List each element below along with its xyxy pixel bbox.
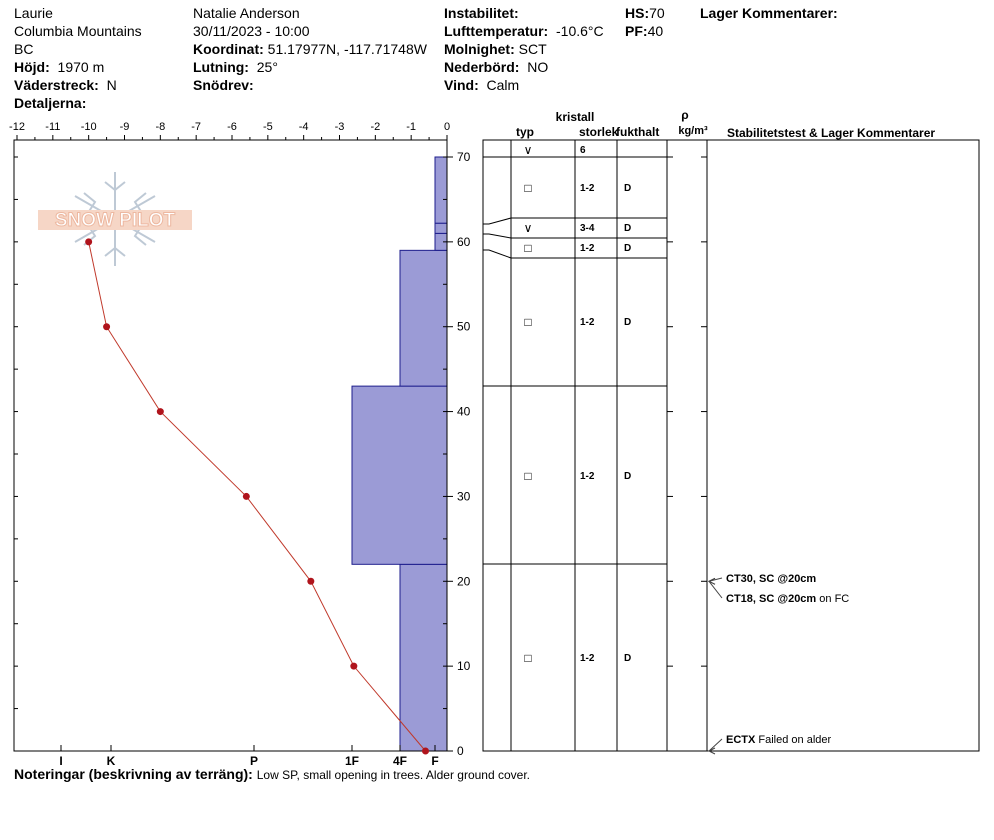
x-tick-label: -4 bbox=[298, 121, 309, 133]
hardness-tick-label: K bbox=[106, 754, 116, 768]
coord-value: 51.17977N, -117.71748W bbox=[267, 41, 427, 57]
sky-value: SCT bbox=[518, 41, 547, 57]
y-tick-label: 40 bbox=[457, 404, 471, 419]
rho-header: ρ bbox=[681, 108, 689, 122]
table-frame bbox=[483, 140, 979, 751]
precip-row: Nederbörd: NO bbox=[444, 59, 549, 75]
x-tick-label: -9 bbox=[119, 121, 130, 133]
hardness-bar bbox=[352, 386, 447, 564]
y-tick-label: 20 bbox=[457, 574, 471, 589]
test-pointer bbox=[709, 581, 722, 598]
mountain-range: Columbia Mountains bbox=[14, 23, 142, 39]
hardness-tick-label: 4F bbox=[392, 754, 408, 768]
grain-type: □ bbox=[524, 241, 532, 255]
moisture-value: D bbox=[624, 183, 632, 194]
test-result: CT18, SC @20cm bbox=[726, 593, 817, 605]
hardness-tick-label: I bbox=[59, 754, 63, 768]
moisture-value: D bbox=[624, 243, 632, 254]
test-result: ECTX bbox=[726, 734, 756, 746]
hs-value: 70 bbox=[649, 5, 665, 21]
temperature-point bbox=[350, 663, 357, 670]
x-tick-label: -10 bbox=[80, 121, 97, 133]
grain-type: □ bbox=[524, 651, 532, 665]
x-tick-label: -8 bbox=[155, 121, 166, 133]
aspect-value: N bbox=[106, 77, 117, 93]
instability-row: Instabilitet: bbox=[444, 5, 519, 21]
wind-row: Vind: Calm bbox=[444, 77, 520, 93]
hardness-bars bbox=[352, 157, 447, 751]
x-tick-label: -12 bbox=[9, 121, 25, 133]
hardness-bar bbox=[435, 223, 447, 233]
slope-value: 25° bbox=[256, 59, 278, 75]
test-pointer bbox=[709, 739, 722, 751]
hardness-tick-label: F bbox=[431, 754, 439, 768]
elevation-row: Höjd: 1970 m bbox=[14, 59, 105, 75]
snowpilot-logo bbox=[38, 172, 192, 266]
test-comment: Failed on alder bbox=[755, 734, 832, 746]
moisture-value: D bbox=[624, 471, 632, 482]
y-tick-label: 30 bbox=[457, 489, 471, 504]
grain-type: ∨ bbox=[523, 143, 533, 157]
drift-row: Snödrev: bbox=[193, 77, 254, 93]
pf-value: 40 bbox=[647, 23, 664, 39]
grain-size: 1-2 bbox=[580, 183, 595, 194]
x-tick-label: -6 bbox=[227, 121, 237, 133]
elevation-value: 1970 m bbox=[57, 59, 105, 75]
x-tick-label: -11 bbox=[45, 121, 61, 133]
author-name: Natalie Anderson bbox=[193, 5, 300, 21]
layer-connector bbox=[483, 218, 511, 224]
temperature-point bbox=[85, 238, 92, 245]
precip-value: NO bbox=[527, 59, 549, 75]
x-tick-label: 0 bbox=[443, 121, 451, 133]
moisture-value: D bbox=[624, 653, 632, 664]
hardness-bar bbox=[400, 564, 447, 751]
x-tick-label: -1 bbox=[406, 121, 417, 133]
x-tick-label: -2 bbox=[370, 121, 381, 133]
hardness-tick-label: P bbox=[249, 754, 259, 768]
grain-size: 1-2 bbox=[580, 471, 595, 482]
logo-text: SNOW PILOT bbox=[54, 210, 176, 231]
grain-size: 3-4 bbox=[580, 223, 595, 234]
grain-size: 6 bbox=[580, 145, 586, 156]
grain-size: 1-2 bbox=[580, 653, 595, 664]
region: BC bbox=[14, 41, 34, 57]
notes-label: Noteringar (beskrivning av terräng): bbox=[14, 766, 253, 782]
type-header: typ bbox=[516, 125, 534, 139]
layer-connector bbox=[483, 250, 511, 258]
hardness-tick-label: 1F bbox=[344, 754, 360, 768]
stability-test bbox=[726, 593, 849, 605]
x-tick-label: -3 bbox=[334, 121, 345, 133]
stability-tests bbox=[709, 573, 849, 754]
terrain-notes bbox=[14, 766, 530, 782]
density-unit-header: kg/m³ bbox=[678, 125, 708, 137]
hs-row: HS:70 bbox=[625, 5, 665, 21]
moisture-value: D bbox=[624, 317, 632, 328]
y-tick-label: 70 bbox=[457, 150, 471, 164]
grain-type: □ bbox=[524, 469, 532, 483]
x-tick-label: -7 bbox=[191, 121, 202, 133]
pf-row: PF:40 bbox=[625, 23, 664, 39]
hardness-bar bbox=[400, 250, 447, 386]
airtemp-row: Lufttemperatur: -10.6°C bbox=[444, 23, 604, 39]
wind-value: Calm bbox=[486, 77, 520, 93]
test-comment: on FC bbox=[816, 593, 850, 605]
test-result: CT30, SC @20cm bbox=[726, 573, 817, 585]
temperature-point bbox=[157, 408, 164, 415]
crystal-header: kristall bbox=[555, 110, 595, 124]
layer-table bbox=[483, 140, 979, 751]
size-header: storlek bbox=[579, 125, 619, 139]
stability-test bbox=[726, 573, 816, 585]
grain-size: 1-2 bbox=[580, 243, 595, 254]
y-tick-label: 50 bbox=[457, 319, 471, 334]
temperature-point bbox=[103, 323, 110, 330]
sky-row: Molnighet: SCT bbox=[444, 41, 547, 57]
aspect-row: Väderstreck: N bbox=[14, 77, 117, 93]
date-time: 30/11/2023 - 10:00 bbox=[193, 23, 310, 39]
grain-type: □ bbox=[524, 315, 532, 329]
x-tick-label: -5 bbox=[262, 121, 273, 133]
details-row: Detaljerna: bbox=[14, 95, 87, 111]
test-arrowhead bbox=[709, 578, 715, 584]
observer-name: Laurie bbox=[14, 5, 53, 21]
coord-row: Koordinat: 51.17977N, -117.71748W bbox=[193, 41, 427, 57]
hardness-bar bbox=[435, 157, 447, 223]
y-tick-label: 10 bbox=[457, 659, 471, 674]
grain-type: ∨ bbox=[523, 221, 533, 235]
temperature-point bbox=[422, 748, 429, 755]
moisture-header: fukthalt bbox=[616, 125, 660, 139]
moisture-value: D bbox=[624, 223, 632, 234]
layer-connector bbox=[483, 234, 511, 238]
notes-text: Low SP, small opening in trees. Alder ground cover. bbox=[256, 768, 530, 782]
slope-row: Lutning: 25° bbox=[193, 59, 278, 75]
temperature-point bbox=[307, 578, 314, 585]
grain-type: □ bbox=[524, 181, 532, 195]
grain-size: 1-2 bbox=[580, 317, 595, 328]
y-tick-label: 60 bbox=[457, 234, 471, 249]
stability-test bbox=[726, 734, 832, 746]
temperature-point bbox=[243, 493, 250, 500]
layer-comments-title: Lager Kommentarer: bbox=[700, 5, 838, 21]
y-tick-label: 0 bbox=[457, 744, 464, 758]
stability-header: Stabilitetstest & Lager Kommentarer bbox=[727, 126, 936, 140]
airtemp-value: -10.6°C bbox=[556, 23, 604, 39]
